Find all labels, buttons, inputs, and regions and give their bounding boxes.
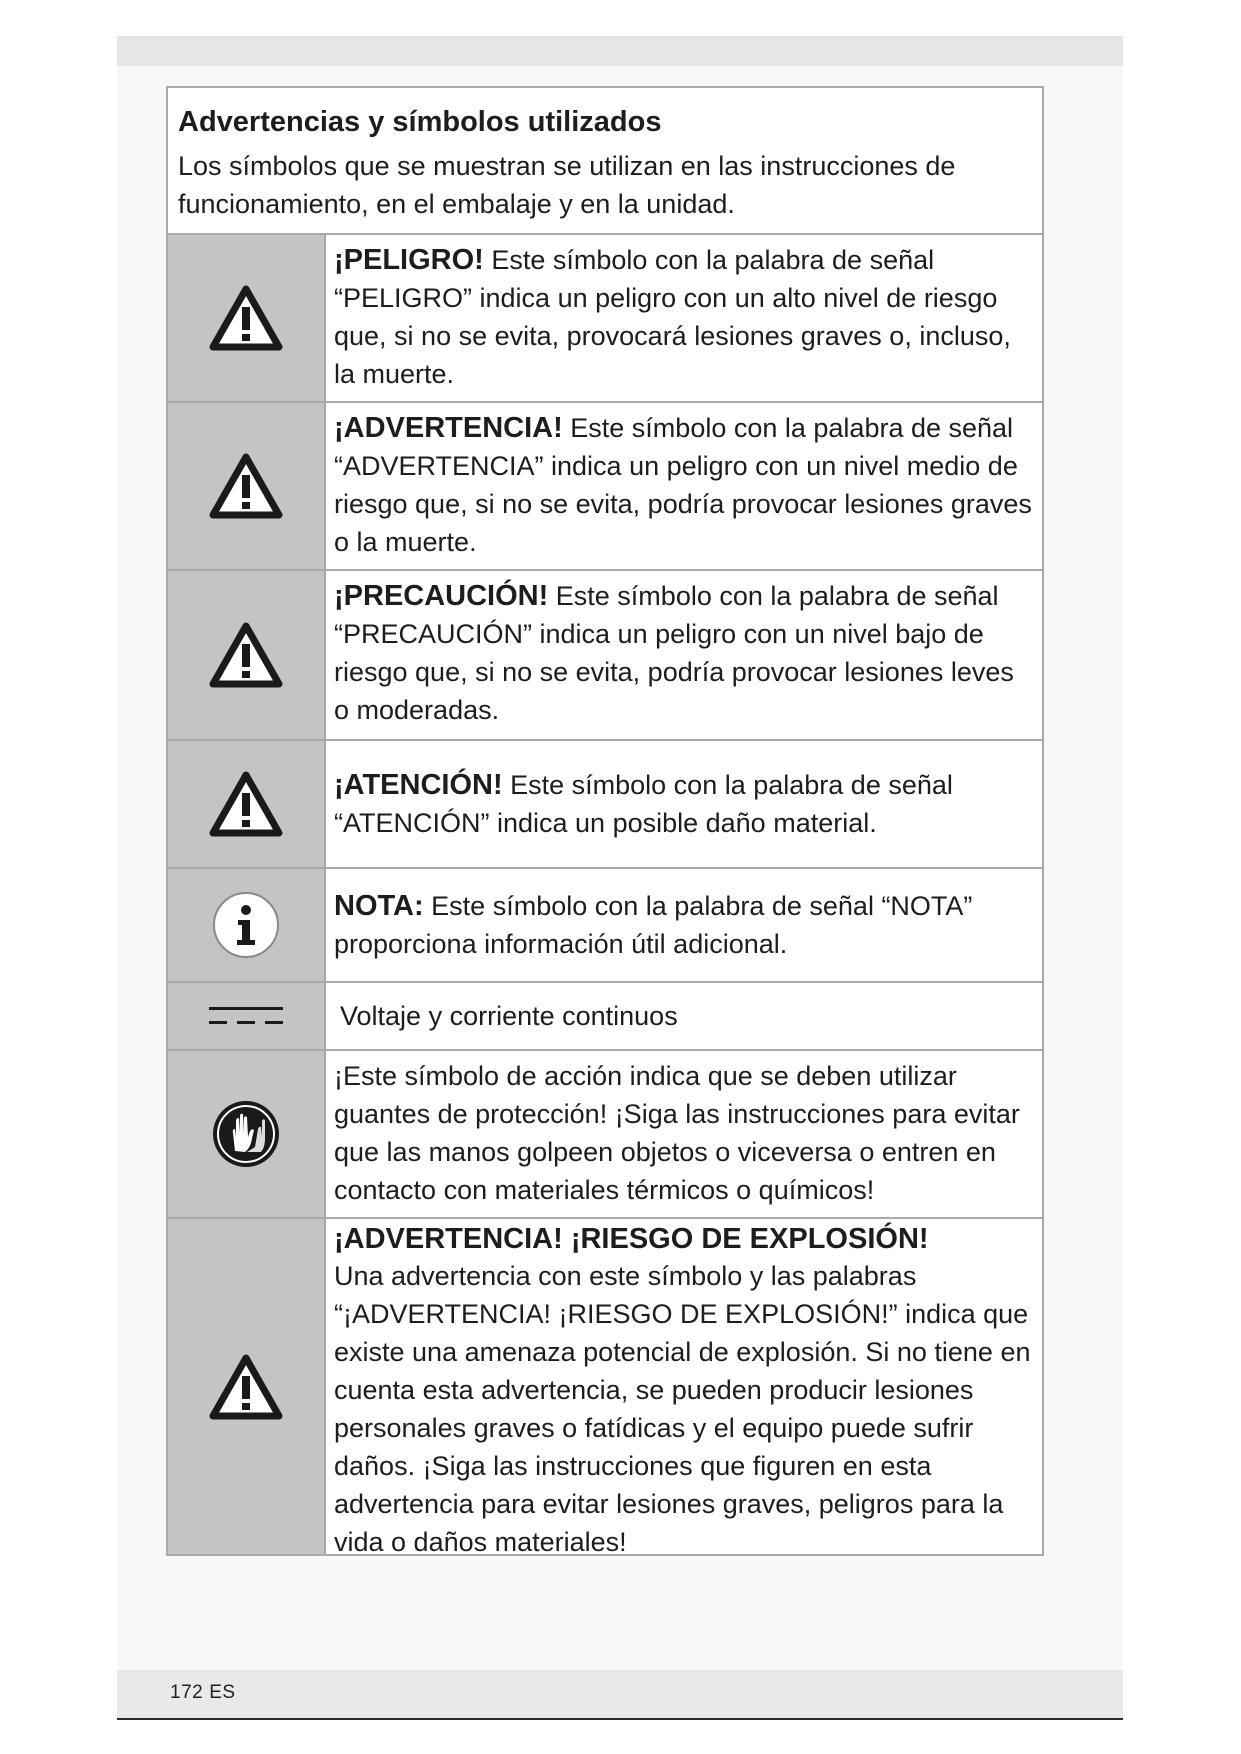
table-header <box>168 88 1042 235</box>
row-text <box>326 403 1042 569</box>
section-intro: Los símbolos que se muestran se utilizan en las instrucciones de funcionamiento, en el embalaje y en la unidad. <box>178 151 956 219</box>
row-text <box>326 1219 1042 1557</box>
row-description: Este símbolo con la palabra de señal “ATENCIÓN” indica un posible daño material. <box>334 770 953 838</box>
info-icon <box>211 890 281 960</box>
icon-cell <box>168 869 326 981</box>
row-description: Voltaje y corriente continuos <box>340 1001 678 1031</box>
table-row <box>168 1051 1042 1219</box>
warning-triangle-icon <box>209 285 283 351</box>
footer-divider <box>117 1718 1123 1720</box>
table-row <box>168 571 1042 741</box>
warning-triangle-icon <box>209 1354 283 1420</box>
row-text <box>326 983 1042 1049</box>
signal-word: ¡ATENCIÓN! <box>334 769 503 801</box>
icon-cell <box>168 1219 326 1554</box>
icon-cell <box>168 741 326 867</box>
row-text <box>326 869 1042 981</box>
table-row <box>168 235 1042 403</box>
table-row <box>168 403 1042 571</box>
table-row <box>168 869 1042 983</box>
table-row <box>168 741 1042 869</box>
signal-word: ¡ADVERTENCIA! ¡RIESGO DE EXPLOSIÓN! <box>334 1223 929 1255</box>
row-text <box>326 741 1042 867</box>
row-description: Este símbolo con la palabra de señal “PRECAUCIÓN” indica un peligro con un nivel bajo de riesgo que, si no se evita, podría provocar lesiones leves o moderadas. <box>334 581 1014 725</box>
language-code: ES <box>209 1682 236 1703</box>
page-footer <box>170 1682 242 1704</box>
signal-word: ¡PRECAUCIÓN! <box>334 580 549 612</box>
row-text <box>326 235 1042 401</box>
icon-cell <box>168 235 326 401</box>
row-description: Este símbolo con la palabra de señal “ADVERTENCIA” indica un peligro con un nivel medio de riesgo que, si no se evita, podría provocar lesiones graves o la muerte. <box>334 413 1032 557</box>
icon-cell <box>168 983 326 1049</box>
warning-triangle-icon <box>209 453 283 519</box>
row-text <box>326 1051 1042 1217</box>
footer-band <box>117 1670 1123 1720</box>
header-band <box>117 36 1123 66</box>
table-row <box>168 983 1042 1051</box>
icon-cell <box>168 571 326 739</box>
section-title: Advertencias y símbolos utilizados <box>178 106 662 138</box>
protective-gloves-icon <box>211 1099 281 1169</box>
row-description: ¡Este símbolo de acción indica que se deben utilizar guantes de protección! ¡Siga las instrucciones para evitar que las manos golpeen objetos o viceversa o entren en contacto con materiales térmicos o químicos! <box>334 1061 1020 1205</box>
row-text <box>326 571 1042 739</box>
signal-word: NOTA: <box>334 890 424 922</box>
row-description: Este símbolo con la palabra de señal “PELIGRO” indica un peligro con un alto nivel de riesgo que, si no se evita, provocará lesiones graves o, incluso, la muerte. <box>334 245 1011 389</box>
icon-cell <box>168 1051 326 1217</box>
row-description: Una advertencia con este símbolo y las palabras “¡ADVERTENCIA! ¡RIESGO DE EXPLOSIÓN!” indica que existe una amenaza potencial de explosión. Si no tiene en cuenta esta advertencia, se pueden producir lesiones personales graves o fatídicas y el equipo puede sufrir daños. ¡Siga las instrucciones que figuren en esta advertencia para evitar lesiones graves, peligros para la vida o daños materiales! <box>334 1261 1031 1557</box>
warning-triangle-icon <box>209 771 283 837</box>
signal-word: ¡PELIGRO! <box>334 244 484 276</box>
icon-cell <box>168 403 326 569</box>
signal-word: ¡ADVERTENCIA! <box>334 412 563 444</box>
table-row <box>168 1219 1042 1557</box>
warning-triangle-icon <box>209 622 283 688</box>
direct-current-icon <box>207 1003 285 1029</box>
symbols-table <box>166 86 1044 1556</box>
page-number: 172 <box>170 1682 204 1703</box>
row-description: Este símbolo con la palabra de señal “NOTA” proporciona información útil adicional. <box>334 891 973 959</box>
